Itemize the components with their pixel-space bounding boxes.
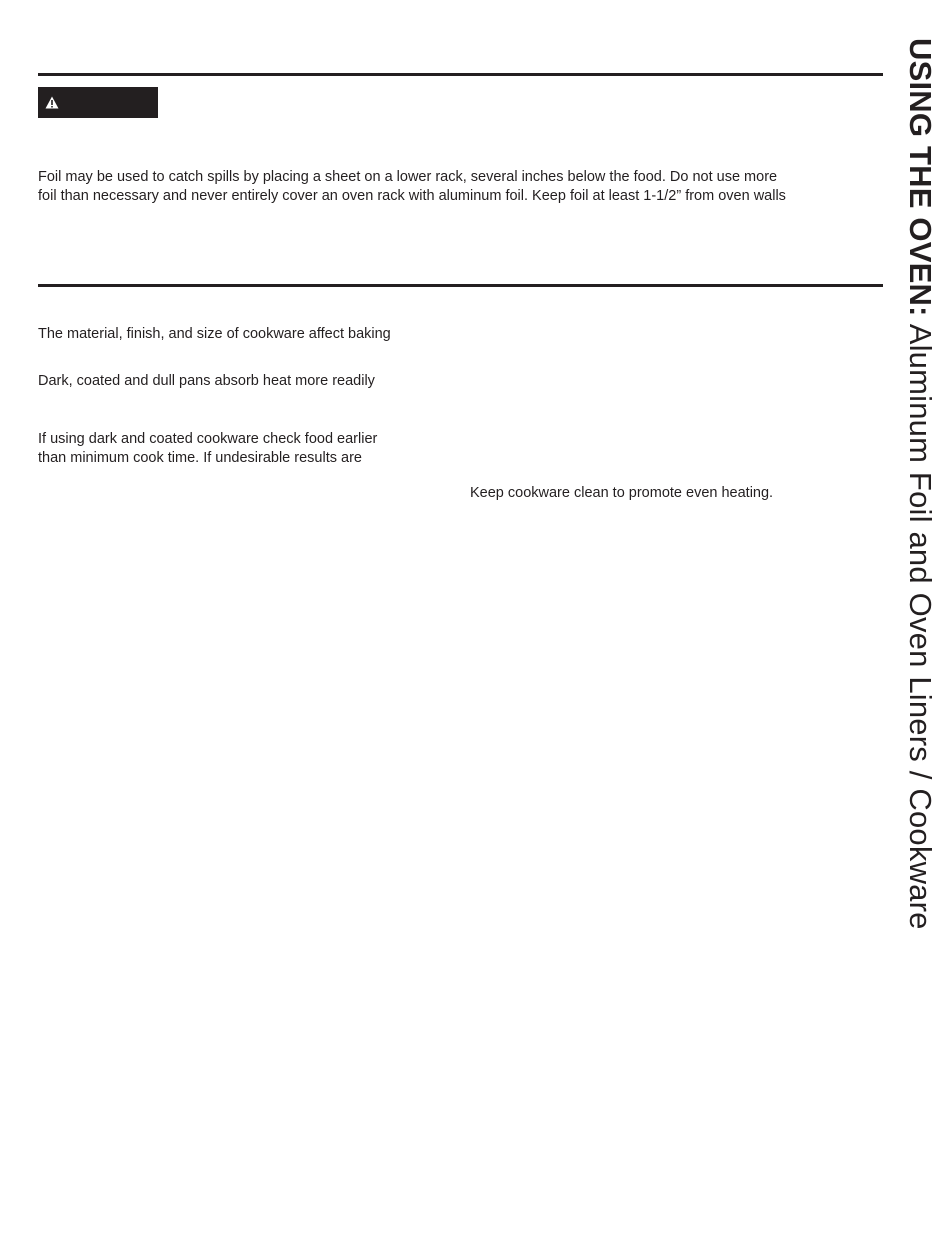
foil-line-2: foil than necessary and never entirely cover an oven rack with aluminum foil. Keep foil at least 1-1/2” from oven walls	[38, 188, 786, 204]
topic-label: Aluminum Foil and Oven Liners / Cookware	[903, 316, 938, 930]
foil-line-1: Foil may be used to catch spills by placing a sheet on a lower rack, several inches below the food. Do not use more	[38, 169, 778, 185]
section-divider	[38, 284, 883, 287]
top-divider	[38, 73, 883, 76]
dark-cookware-tip-line-1: If using dark and coated cookware check food earlier	[38, 431, 378, 447]
section-label: USING THE OVEN:	[903, 38, 938, 317]
caution-badge	[38, 87, 158, 118]
side-section-title	[900, 38, 940, 968]
clean-cookware-tip: Keep cookware clean to promote even heating.	[470, 485, 774, 501]
dark-pans-text: Dark, coated and dull pans absorb heat more readily	[38, 373, 375, 389]
dark-cookware-tip-line-2: than minimum cook time. If undesirable results are	[38, 450, 362, 466]
foil-paragraph	[38, 168, 883, 206]
dark-cookware-tip	[38, 430, 377, 468]
warning-triangle-icon	[45, 96, 59, 109]
cookware-material-text: The material, finish, and size of cookware affect baking	[38, 326, 391, 342]
